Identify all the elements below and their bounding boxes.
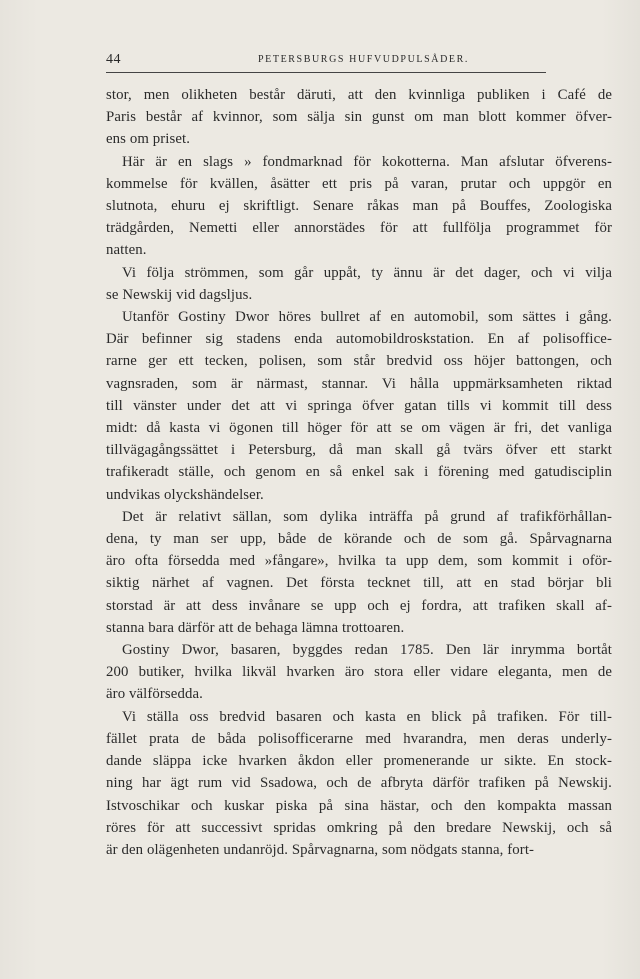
text-line: kommelse för kvällen, åsätter ett pris på varan, prutar och uppgör en (106, 175, 612, 192)
header-rule (106, 72, 546, 73)
text-line: ens om priset. (106, 131, 191, 148)
text-line: 200 butiker, hvilka likväl hvarken äro stora eller vidare eleganta, men de (106, 664, 612, 681)
paragraph (106, 151, 612, 262)
text-line: Paris består af kvinnor, som sälja sin gunst om man blott kommer öfver- (106, 109, 612, 126)
paragraph (106, 506, 612, 639)
page-header (106, 52, 546, 72)
text-line: slutnota, ehuru ej skriftligt. Senare råkas man på Bouffes, Zoologiska (106, 198, 612, 215)
text-line: Vi ställa oss bredvid basaren och kasta en blick på trafiken. För till- (122, 708, 612, 725)
text-line: Istvoschikar och kuskar piska på sina hästar, och den kompakta massan (106, 797, 612, 814)
paragraph (106, 706, 612, 861)
paragraph (106, 639, 612, 706)
text-line: ning har ägt rum vid Ssadowa, och de afbryta därför trafiken på Newskij. (106, 775, 612, 792)
text-line: dena, ty man ser upp, både de körande och de som gå. Spårvagnarna (106, 531, 612, 548)
text-line: dande släppa icke hvarken åkdon eller promenerande ur sikte. En stock- (106, 753, 612, 770)
text-line: storstad är att dess invånare se upp och ej fordra, att trafiken skall af- (106, 597, 612, 614)
text-line: undvikas olyckshändelser. (106, 486, 264, 503)
text-line: rarne ger ett tecken, polisen, som står bredvid oss höjer battongen, och (106, 353, 612, 370)
text-line: stor, men olikheten består däruti, att den kvinnliga publiken i Café de (106, 87, 612, 103)
text-line: midt: då kasta vi ögonen till höger för att se om vägen är fri, det vanliga (106, 420, 612, 437)
text-line: äro ofta försedda med »fångare», hvilka ta upp dem, som kommit i oför- (106, 553, 612, 570)
text-line: siktig närhet af vagnen. Det första tecknet till, att en stad börjar bli (106, 575, 612, 592)
text-line: stanna bara därför att de behaga lämna trottoaren. (106, 619, 405, 636)
text-line: trädgården, Nemetti eller annorstädes för att fullfölja programmet för (106, 220, 612, 237)
paragraph (106, 306, 612, 506)
text-line: till vänster under det att vi springa öfver gatan tills vi kommit till dess (106, 397, 612, 414)
body-text (106, 84, 612, 861)
paragraph (106, 84, 612, 151)
text-line: tillvägagångssättet i Petersburg, då man skall gå tvärs öfver ett starkt (106, 442, 612, 459)
text-line: natten. (106, 242, 147, 259)
page-number: 44 (106, 52, 121, 67)
running-title: PETERSBURGS HUFVUDPULSÅDER. (258, 54, 470, 65)
text-line: Vi följa strömmen, som går uppåt, ty ännu är det dager, och vi vilja (122, 264, 612, 281)
text-line: äro välförsedda. (106, 686, 203, 703)
text-line: Här är en slags » fondmarknad för kokotterna. Man afslutar öfverens- (122, 153, 612, 170)
text-line: se Newskij vid dagsljus. (106, 286, 253, 303)
text-line: är den olägenheten undanröjd. Spårvagnarna, som nödgats stanna, fort- (106, 841, 535, 858)
text-line: vagnsraden, som är närmast, stannar. Vi hålla uppmärksamheten riktad (106, 375, 612, 392)
text-line: Utanför Gostiny Dwor höres bullret af en automobil, som sättes i gång. (122, 309, 612, 326)
paragraph (106, 262, 612, 306)
text-line: Gostiny Dwor, basaren, byggdes redan 1785. Den lär inrymma bortåt (122, 642, 612, 659)
text-line: Där befinner sig stadens enda automobildroskstation. En af polisoffice- (106, 331, 612, 348)
text-line: fället prata de båda polisofficerarne med hvarandra, men deras underly- (106, 730, 612, 747)
text-line: röres för att successivt spridas omkring på den bredare Newskij, och så (106, 819, 612, 836)
text-line: trafikeradt ställe, och genom en så enkel sak i förening med gatudisciplin (106, 464, 612, 481)
text-line: Det är relativt sällan, som dylika inträffa på grund af trafikförhållan- (122, 508, 612, 525)
